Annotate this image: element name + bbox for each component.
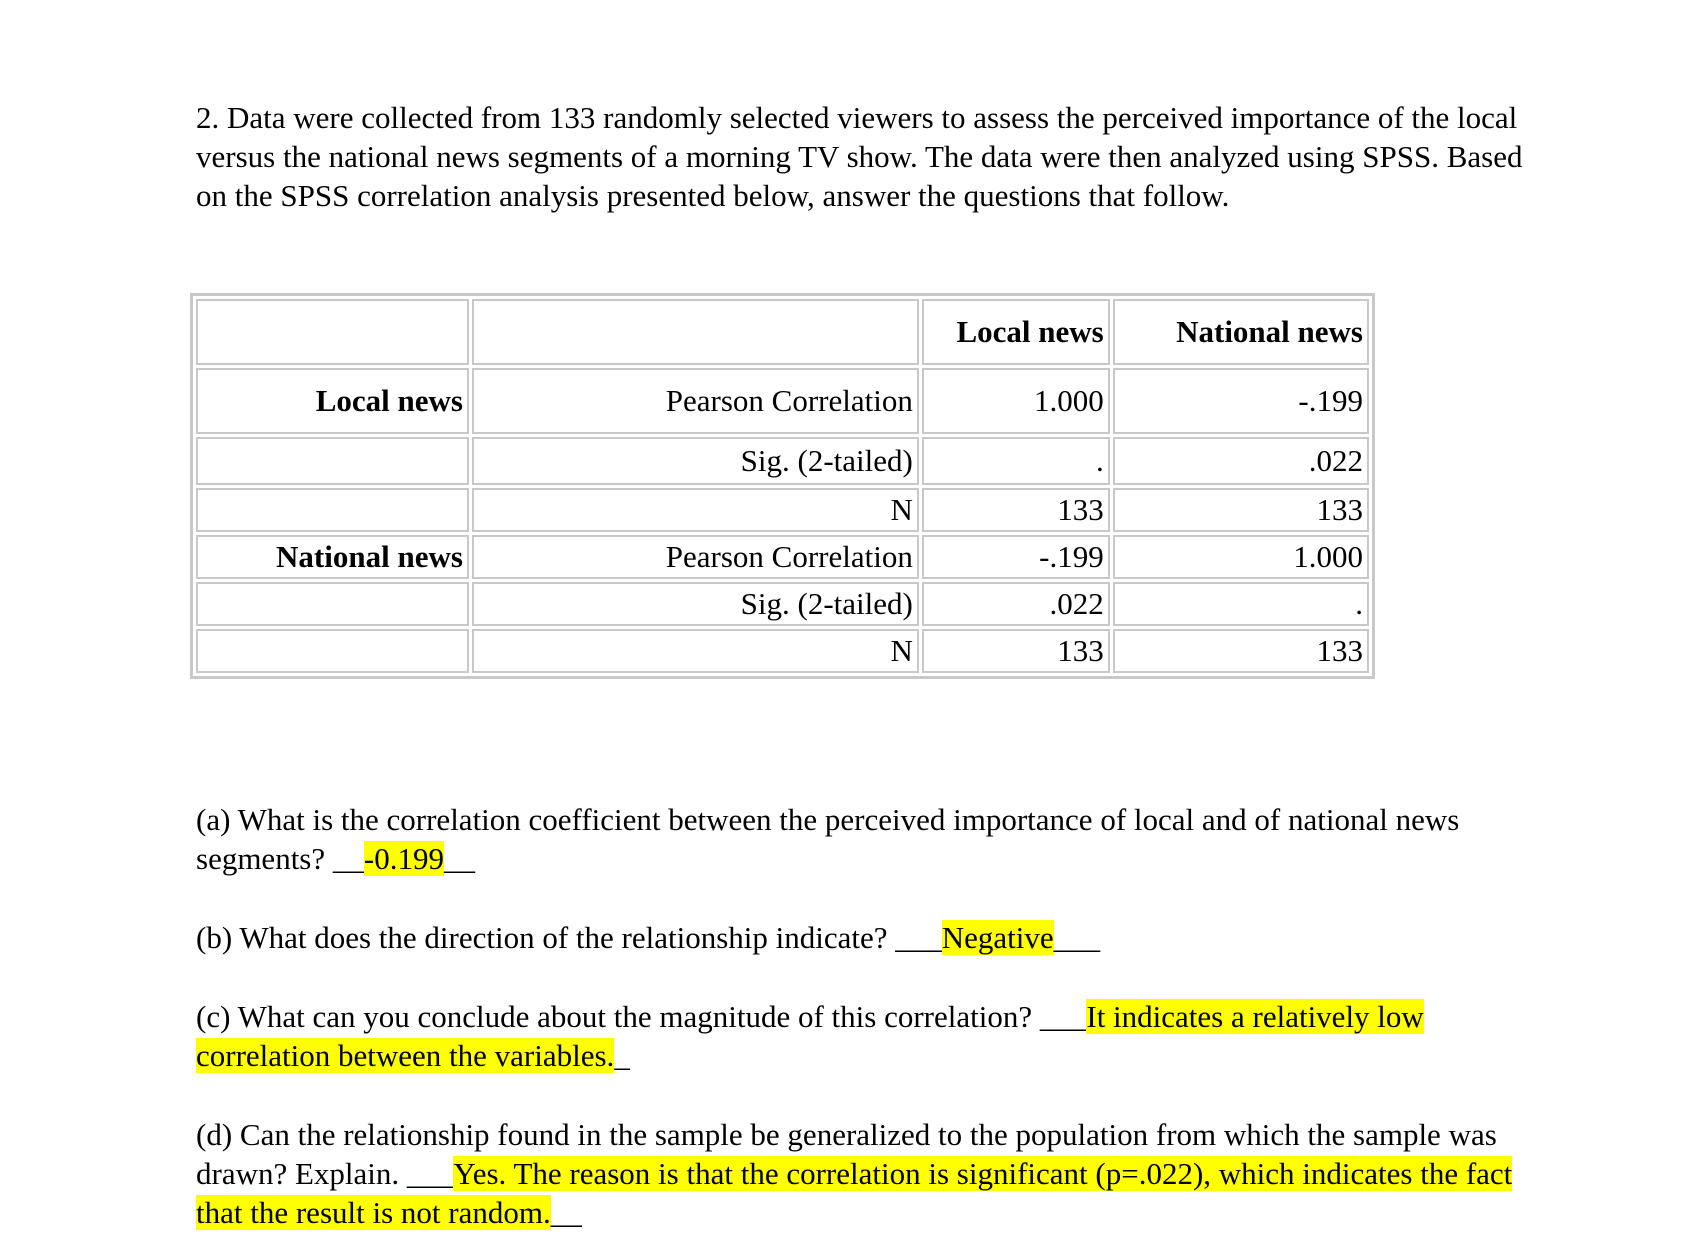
header-cell: [472, 299, 919, 365]
table-row: [196, 368, 1369, 434]
cell-value: -.199: [1113, 368, 1369, 434]
question-b-text: (b) What does the direction of the relationship indicate? ___: [196, 920, 942, 955]
cell-value: .: [1113, 582, 1369, 626]
row-variable: [196, 582, 469, 626]
question-a: [196, 800, 1526, 878]
cell-value: .: [922, 437, 1110, 485]
cell-value: .022: [1113, 437, 1369, 485]
row-variable: [196, 629, 469, 673]
answer-b-blank: ___: [1053, 920, 1101, 955]
row-statistic: Pearson Correlation: [472, 535, 919, 579]
cell-value: 1.000: [922, 368, 1110, 434]
table-row: [196, 488, 1369, 532]
question-b: [196, 918, 1526, 957]
question-c: [196, 997, 1526, 1075]
table-header-row: [196, 299, 1369, 365]
cell-value: 133: [1113, 629, 1369, 673]
row-variable: [196, 437, 469, 485]
correlation-table: [190, 293, 1375, 679]
cell-value: 133: [922, 629, 1110, 673]
row-statistic: Sig. (2-tailed): [472, 437, 919, 485]
answer-b: Negative: [941, 920, 1054, 955]
cell-value: 133: [922, 488, 1110, 532]
problem-intro: 2. Data were collected from 133 randomly selected viewers to assess the perceived importance of the local versus the national news segments of a morning TV show. The data were then analyzed using SPSS. Based on the SPSS correlation analysis presented below, answer the questions that follow.: [196, 100, 1523, 213]
row-statistic: Pearson Correlation: [472, 368, 919, 434]
answer-d-blank: __: [550, 1195, 582, 1230]
row-statistic: N: [472, 488, 919, 532]
cell-value: .022: [922, 582, 1110, 626]
row-statistic: N: [472, 629, 919, 673]
header-cell: [196, 299, 469, 365]
row-variable: Local news: [196, 368, 469, 434]
question-a-text: (a) What is the correlation coefficient between the perceived importance of local and of national news segments? __: [196, 802, 1460, 876]
row-statistic: Sig. (2-tailed): [472, 582, 919, 626]
answer-c-blank: _: [614, 1038, 630, 1073]
cell-value: 1.000: [1113, 535, 1369, 579]
table-row: [196, 437, 1369, 485]
header-local-news: Local news: [922, 299, 1110, 365]
cell-value: 133: [1113, 488, 1369, 532]
question-d-text: (d) Can the relationship found in the sample be generalized to the population from which the sample was drawn? Explain. ___: [196, 1117, 1497, 1191]
table-row: [196, 582, 1369, 626]
question-d: [196, 1115, 1526, 1232]
table-row: [196, 629, 1369, 673]
header-national-news: National news: [1113, 299, 1369, 365]
table-row: [196, 535, 1369, 579]
question-c-text: (c) What can you conclude about the magnitude of this correlation? ___: [196, 999, 1087, 1034]
answer-c: It indicates a relatively low correlation between the variables.: [196, 999, 1424, 1073]
row-variable: [196, 488, 469, 532]
answer-a: -0.199: [363, 841, 444, 876]
row-variable: National news: [196, 535, 469, 579]
cell-value: -.199: [922, 535, 1110, 579]
answer-a-blank: __: [443, 841, 475, 876]
answer-d: Yes. The reason is that the correlation is significant (p=.022), which indicates the fact that the result is not random.: [196, 1156, 1513, 1230]
